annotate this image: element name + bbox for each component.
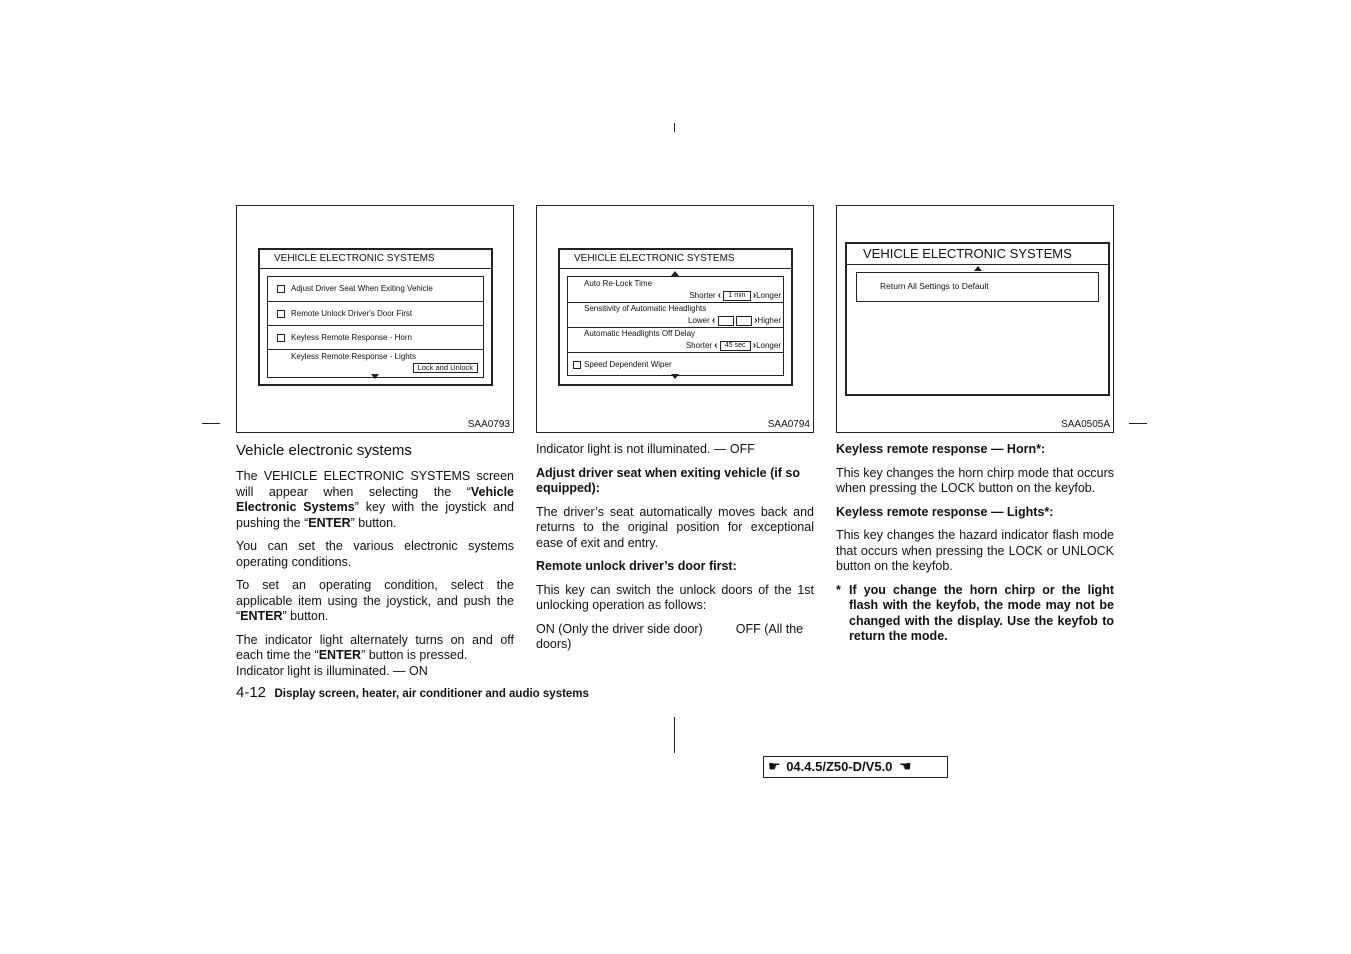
scroll-down-icon[interactable] [371,374,379,379]
chevron-right-icon[interactable]: › [752,290,757,301]
section-title: Display screen, heater, air conditioner and audio systems [274,688,589,700]
middle-column [536,442,814,661]
scroll-down-icon[interactable] [671,374,679,379]
crop-mark-right [1129,423,1147,424]
pointing-hand-left-icon: ☚ [899,758,912,774]
paragraph-lights: This key changes the hazard indicator flash mode that occurs when pressing the LOCK or UNLOCK button on the keyfob. [836,528,1114,573]
paragraph-intro: The VEHICLE ELECTRONIC SYSTEMS screen will appear when selecting the “Vehicle Electronic Systems” key with the joystick and pushing the “ENTER” button. [236,469,515,530]
setting-speed-wiper[interactable]: Speed Dependent Wiper [568,353,783,375]
paragraph-adjust-seat: The driver’s seat automatically moves back and returns to the original position for exceptional ease of exit and entry. [536,504,814,550]
paragraph-indicator-off: Indicator light is not illuminated. — OFF [536,442,755,456]
crop-mark-left [202,423,220,424]
crop-mark-top [674,123,675,132]
paragraph-set-condition: To set an operating condition, select the applicable item using the joystick, and push the “ENTER” button. [236,578,514,623]
heading-horn: Keyless remote response — Horn*: [836,442,1046,456]
chevron-right-icon[interactable]: › [754,315,758,326]
figure-saa0505a [836,205,1114,433]
display-screen [845,242,1110,396]
version-code: 04.4.5/Z50-D/V5.0 [786,759,893,774]
setting-headlights-off-delay[interactable]: Automatic Headlights Off Delay Shorter ‹ 45 sec ›Longer [568,328,783,353]
setting-auto-relock[interactable]: Auto Re-Lock Time Shorter ‹ 1 min ›Longer [568,277,783,303]
delay-value: 45 sec [720,341,751,351]
left-column [236,442,514,679]
page-number: 4-12 [236,684,267,701]
figure-saa0794 [536,205,814,433]
checkbox-icon [277,334,285,342]
page-footer [236,684,589,702]
paragraph-indicator: The indicator light alternately turns on and off each time the “ENTER” button is pressed. Indicator light is illuminated. — ON [236,632,514,678]
chevron-right-icon[interactable]: › [752,340,757,351]
right-column [836,442,1114,645]
menu-item-lights[interactable]: Keyless Remote Response - Lights Lock and Unlock [268,350,483,377]
crop-mark-bottom [674,717,675,753]
heading-lights: Keyless remote response — Lights*: [836,504,1054,519]
figure-code: SAA0794 [767,419,810,430]
settings-list [567,276,784,376]
display-screen [258,248,493,386]
checkbox-icon [277,285,285,293]
version-box [763,756,948,778]
paragraph-conditions: You can set the various electronic systems operating conditions. [236,539,514,569]
scroll-up-icon[interactable] [974,266,982,271]
heading-adjust-seat: Adjust driver seat when exiting vehicle (if so equipped): [536,465,800,495]
screen-title: VEHICLE ELECTRONIC SYSTEMS [574,253,735,264]
paragraph-horn: This key changes the horn chirp mode that occurs when pressing the LOCK button on the keyfob. [836,465,1114,495]
setting-headlight-sensitivity[interactable]: Sensitivity of Automatic Headlights Lower ‹ ›Higher [568,303,783,328]
figure-saa0793 [236,205,514,433]
menu-list [267,276,484,378]
reset-option[interactable]: Return All Settings to Default [856,272,1099,302]
figure-code: SAA0793 [467,419,510,430]
checkbox-icon [277,310,285,318]
figure-code: SAA0505A [1061,419,1110,430]
heading-remote-unlock: Remote unlock driver’s door first: [536,559,737,573]
chevron-left-icon[interactable]: ‹ [717,290,722,301]
menu-item-horn[interactable]: Keyless Remote Response - Horn [268,326,483,350]
display-screen [558,248,793,386]
screen-title: VEHICLE ELECTRONIC SYSTEMS [863,246,1072,261]
checkbox-icon [573,361,581,369]
lights-value: Lock and Unlock [413,363,478,373]
paragraph-on-off: ON (Only the driver side door) OFF (All the doors) [536,621,804,651]
screen-title: VEHICLE ELECTRONIC SYSTEMS [274,253,435,264]
section-heading: Vehicle electronic systems [236,442,412,459]
pointing-hand-right-icon: ☛ [768,758,781,774]
sensitivity-segment [718,316,734,326]
note: * If you change the horn chirp or the light flash with the keyfob, the mode may not be changed with the display. Use the keyfob to return the mode. [836,582,1114,643]
sensitivity-segment [736,316,752,326]
relock-value: 1 min [723,291,750,301]
paragraph-remote-unlock: This key can switch the unlock doors of the 1st unlocking operation as follows: [536,582,814,612]
menu-item-remote-unlock[interactable]: Remote Unlock Driver's Door First [268,302,483,326]
menu-item-adjust-seat[interactable]: Adjust Driver Seat When Exiting Vehicle [268,277,483,302]
chevron-left-icon[interactable]: ‹ [714,340,718,351]
chevron-left-icon[interactable]: ‹ [712,315,716,326]
